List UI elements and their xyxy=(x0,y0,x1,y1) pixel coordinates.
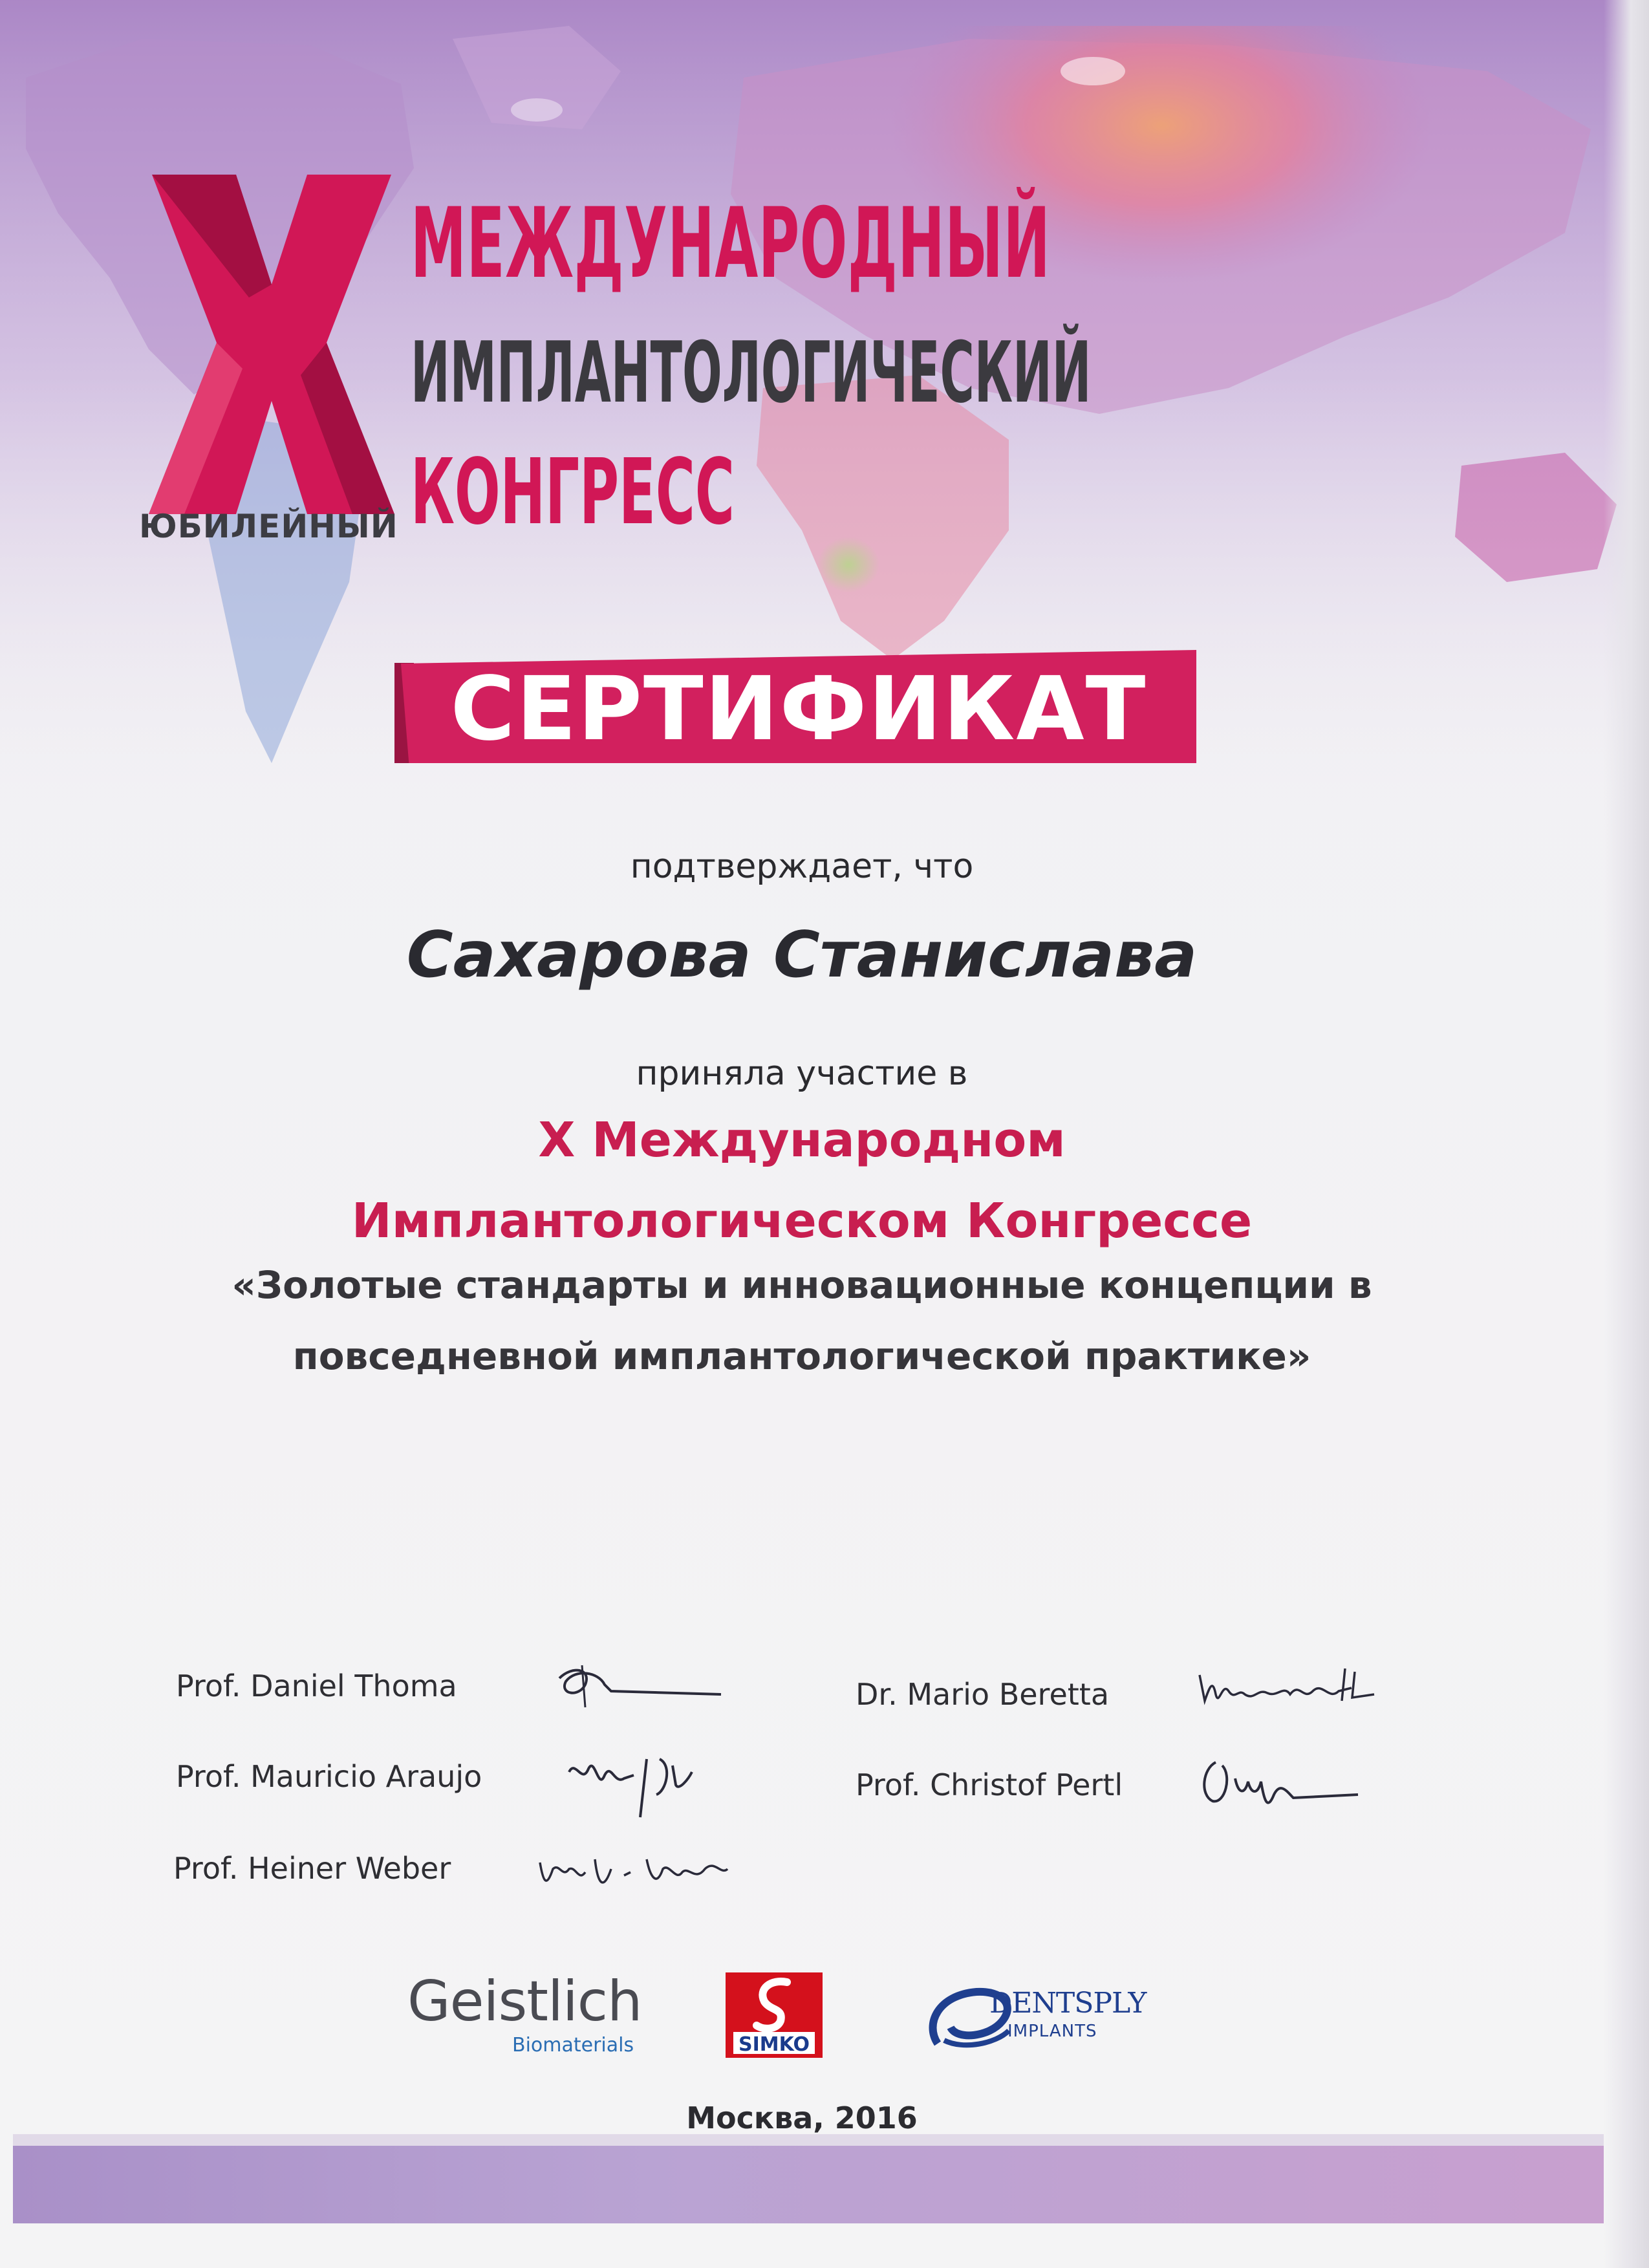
signatory-name: Prof. Heiner Weber xyxy=(173,1851,451,1886)
bottom-band-shadow xyxy=(13,2134,1604,2147)
title-line-1: МЕЖДУНАРОДНЫЙ xyxy=(411,188,1051,300)
geistlich-wordmark: Geistlich xyxy=(407,1969,642,2034)
roman-numeral-x-logo xyxy=(139,162,404,524)
signature xyxy=(534,1843,734,1901)
dentsply-logo xyxy=(925,1979,1170,2057)
signatory-name: Prof. Daniel Thoma xyxy=(176,1669,457,1703)
jubilee-label: ЮБИЛЕЙНЫЙ xyxy=(139,508,398,545)
signature xyxy=(1196,1749,1364,1820)
bottom-decorative-band xyxy=(13,2146,1604,2223)
geistlich-subtitle: Biomaterials xyxy=(512,2034,634,2057)
signatory-name: Prof. Mauricio Araujo xyxy=(176,1759,482,1794)
dentsply-subtitle: IMPLANTS xyxy=(1008,2022,1097,2041)
title-line-2: ИМПЛАНТОЛОГИЧЕСКИЙ xyxy=(411,323,1092,422)
signature xyxy=(546,1659,734,1717)
participated-text: приняла участие в xyxy=(636,1054,968,1093)
signature xyxy=(1193,1662,1381,1727)
title-line-3: КОНГРЕСС xyxy=(411,440,735,545)
theme-line-2: повседневной имплантологической практике» xyxy=(292,1334,1311,1378)
theme-line-1: «Золотые стандарты и инновационные концепции в xyxy=(232,1263,1372,1307)
event-title-line-1: X Международном xyxy=(538,1112,1066,1168)
geistlich-logo xyxy=(407,1969,642,2057)
page-edge-shadow xyxy=(1604,0,1649,2268)
dentsply-wordmark: DENTSPLY xyxy=(989,1987,1147,2020)
simko-wordmark: SIMKO xyxy=(738,2033,810,2056)
signature xyxy=(563,1746,705,1830)
certificate-heading: СЕРТИФИКАТ xyxy=(450,658,1147,761)
recipient-name: Сахарова Станислава xyxy=(406,918,1198,992)
signatory-name: Prof. Christof Pertl xyxy=(856,1767,1123,1802)
event-title-line-2: Имплантологическом Конгрессе xyxy=(351,1193,1253,1249)
confirms-text: подтверждает, что xyxy=(630,847,974,886)
signatory-name: Dr. Mario Beretta xyxy=(856,1677,1110,1712)
certificate-banner xyxy=(394,650,1203,763)
place-and-year: Москва, 2016 xyxy=(686,2101,918,2135)
simko-logo xyxy=(726,1972,823,2058)
